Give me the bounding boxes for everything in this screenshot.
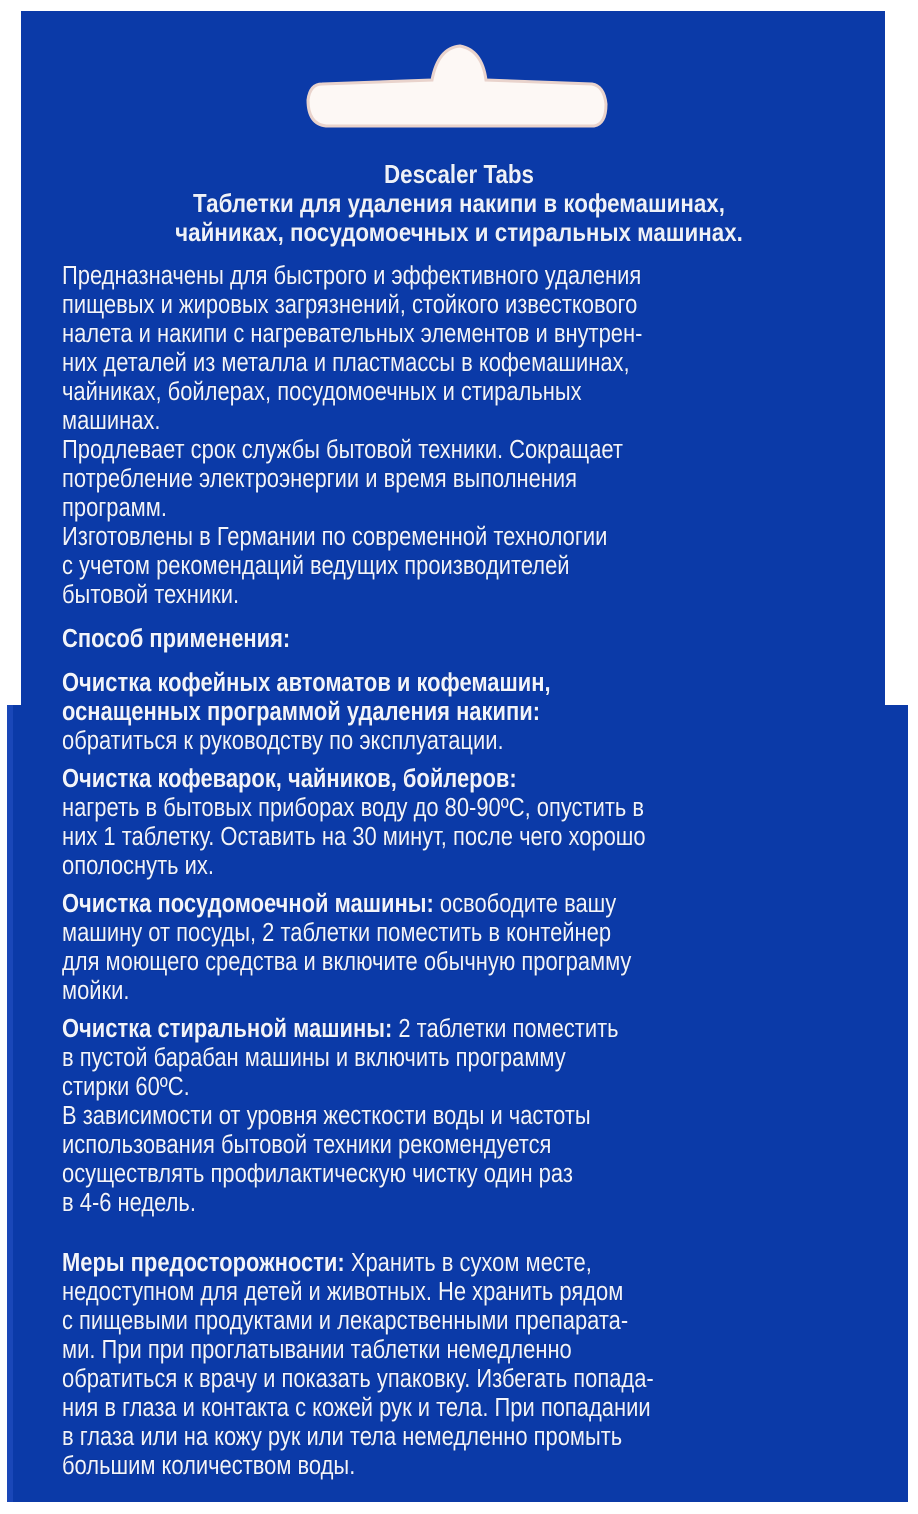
brand-name: Descaler Tabs xyxy=(384,159,534,189)
precautions-text: большим количеством воды. xyxy=(62,1452,356,1480)
description-line: пищевых и жировых загрязнений, стойкого известкового xyxy=(62,291,638,319)
description-line: машинах. xyxy=(62,407,161,435)
description-line: с учетом рекомендаций ведущих производителей xyxy=(62,552,570,580)
usage-section-title: Очистка кофеварок, чайников, бойлеров: xyxy=(62,765,517,793)
usage-section-inline-text: 2 таблетки поместить xyxy=(392,1015,619,1043)
precautions-text: ми. При при проглатывании таблетки немедленно xyxy=(62,1336,572,1364)
description-line: потребление электроэнергии и время выполнения xyxy=(62,465,578,493)
usage-section-dishwasher xyxy=(62,890,882,1006)
subtitle-line-2: чайниках, посудомоечных и стиральных машинах. xyxy=(175,217,743,247)
precautions-section xyxy=(62,1249,882,1481)
precautions-text: обратиться к врачу и показать упаковку. Избегать попада- xyxy=(62,1365,654,1393)
description-line: Продлевает срок службы бытовой техники. Сокращает xyxy=(62,436,623,464)
usage-section-text: в пустой барабан машины и включить программу xyxy=(62,1044,566,1072)
precautions-text: ния в глаза и контакта с кожей рук и тела. При попадании xyxy=(62,1394,651,1422)
usage-section-text: обратиться к руководству по эксплуатации. xyxy=(62,727,504,755)
description-line: Предназначены для быстрого и эффективного удаления xyxy=(62,262,642,290)
description-line: программ. xyxy=(62,494,167,522)
precautions-text: недоступном для детей и животных. Не хранить рядом xyxy=(62,1278,624,1306)
usage-section-title: Очистка посудомоечной машины: xyxy=(62,890,434,918)
precautions-text: с пищевыми продуктами и лекарственными препарата- xyxy=(62,1307,629,1335)
product-header xyxy=(0,160,918,247)
precautions-text: в глаза или на кожу рук или тела немедленно промыть xyxy=(62,1423,623,1451)
usage-section-text: В зависимости от уровня жесткости воды и частоты xyxy=(62,1102,591,1130)
usage-section-title: Очистка стиральной машины: xyxy=(62,1015,393,1043)
precautions-inline-text: Хранить в сухом месте, xyxy=(344,1249,592,1277)
usage-section-title: Очистка кофейных автоматов и кофемашин, xyxy=(62,669,551,697)
usage-section-text: для моющего средства и включите обычную программу xyxy=(62,948,632,976)
precautions-title: Меры предосторожности: xyxy=(62,1249,345,1277)
usage-section-coffee-machines xyxy=(62,669,882,756)
description-line: них деталей из металла и пластмассы в кофемашинах, xyxy=(62,349,630,377)
subtitle-line-1: Таблетки для удаления накипи в кофемашинах, xyxy=(193,188,725,218)
usage-section-text: мойки. xyxy=(62,977,130,1005)
usage-section-inline-text: освободите вашу xyxy=(433,890,617,918)
usage-section-text: использования бытовой техники рекомендуется xyxy=(62,1131,552,1159)
usage-section-text: стирки 60ºС. xyxy=(62,1073,190,1101)
usage-section-text: ополоснуть их. xyxy=(62,852,214,880)
description-line: налета и накипи с нагревательных элементов и внутрен- xyxy=(62,320,643,348)
description-line: бытовой техники. xyxy=(62,581,240,609)
description-line: чайниках, бойлерах, посудомоечных и стиральных xyxy=(62,378,582,406)
usage-heading: Способ применения: xyxy=(62,625,291,653)
usage-section-text: в 4-6 недель. xyxy=(62,1189,196,1217)
product-description xyxy=(62,262,882,1481)
usage-section-text: нагреть в бытовых приборах воду до 80-90ºС, опустить в xyxy=(62,794,645,822)
usage-section-text: машину от посуды, 2 таблетки поместить в контейнер xyxy=(62,919,612,947)
usage-section-kettles xyxy=(62,765,882,881)
usage-section-text: осуществлять профилактическую чистку один раз xyxy=(62,1160,573,1188)
usage-section-title: оснащенных программой удаления накипи: xyxy=(62,698,540,726)
usage-section-text: них 1 таблетку. Оставить на 30 минут, после чего хорошо xyxy=(62,823,646,851)
description-line: Изготовлены в Германии по современной технологии xyxy=(62,523,608,551)
hang-slot-icon xyxy=(0,0,918,160)
usage-section-washing-machine xyxy=(62,1015,882,1218)
